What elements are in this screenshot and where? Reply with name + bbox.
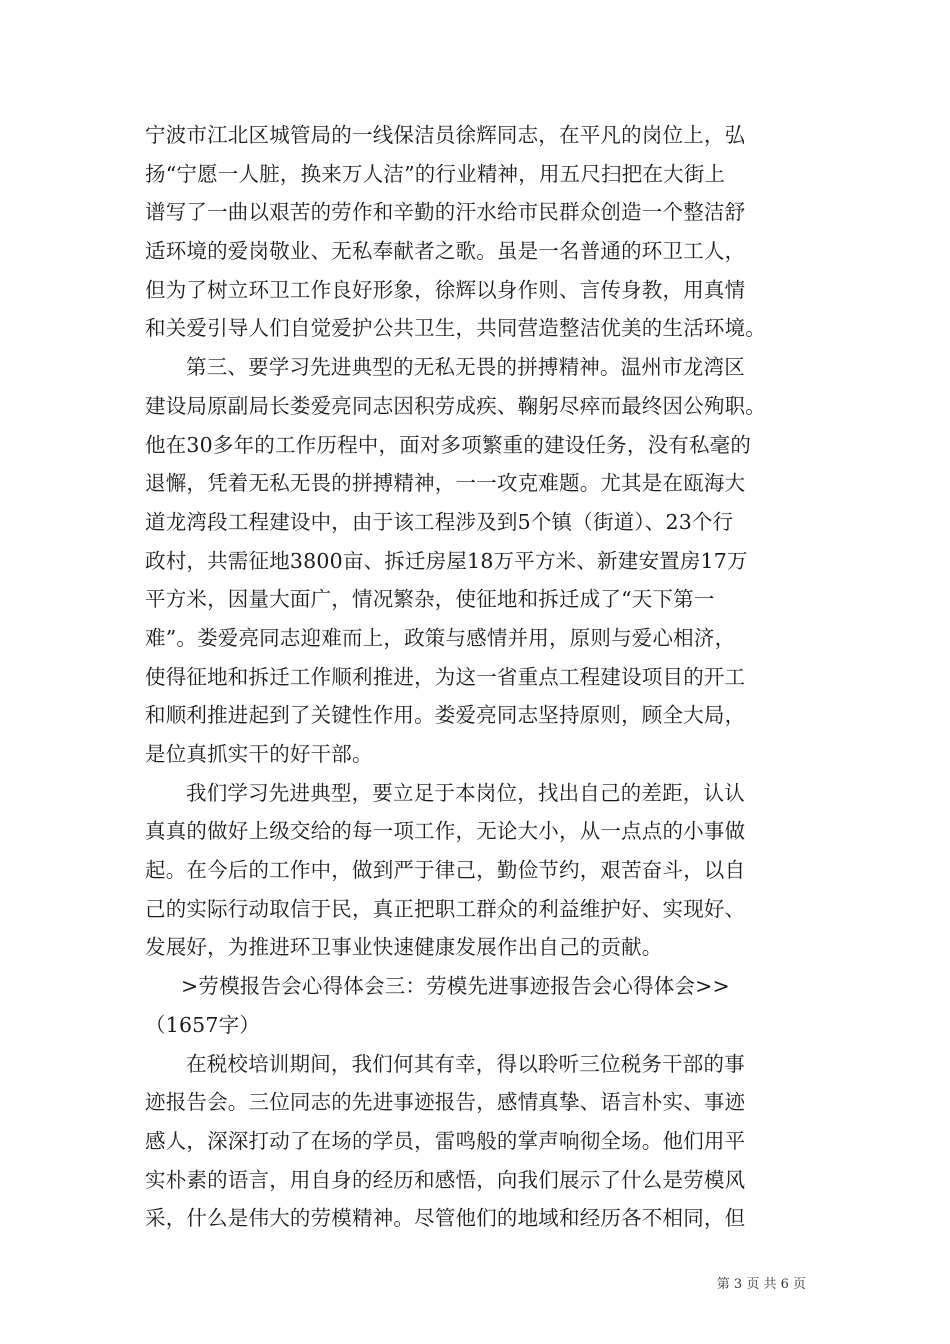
text-line: 实朴素的语言，用自身的经历和感悟，向我们展示了什么是劳模风 [145, 1167, 746, 1192]
text-line: 扬“宁愿一人脏，换来万人洁”的行业精神，用五尺扫把在大街上 [145, 161, 726, 186]
text-line: 感人，深深打动了在场的学员，雷鸣般的掌声响彻全场。他们用平 [145, 1128, 746, 1153]
text-line: 道龙湾段工程建设中，由于该工程涉及到5个镇（街道）、23个行 [145, 509, 734, 534]
text-line: 难”。娄爱亮同志迎难而上，政策与感情并用，原则与爱心相济， [145, 625, 736, 650]
text-line: 但为了树立环卫工作良好形象，徐辉以身作则、言传身教，用真情 [145, 277, 746, 302]
text-line: 采，什么是伟大的劳模精神。尽管他们的地域和经历各不相同，但 [145, 1206, 746, 1231]
text-line: 宁波市江北区城管局的一线保洁员徐辉同志，在平凡的岗位上，弘 [145, 123, 746, 147]
text-line: 发展好，为推进环卫事业快速健康发展作出自己的贡献。 [145, 935, 663, 960]
paragraph-start-line: 第三、要学习先进典型的无私无畏的拼搏精神。温州市龙湾区 [186, 355, 745, 380]
text-line: 退懈，凭着无私无畏的拼搏精神，一一攻克难题。尤其是在瓯海大 [145, 471, 746, 496]
text-line: 起。在今后的工作中，做到严于律己，勤俭节约，艰苦奋斗，以自 [145, 858, 746, 883]
text-line: 和顺利推进起到了关键性作用。娄爱亮同志坚持原则，顾全大局， [145, 703, 746, 728]
page-number-footer: 第 3 页 共 6 页 [716, 1277, 806, 1292]
text-line: 政村，共需征地3800亩、拆迁房屋18万平方米、新建安置房17万 [145, 548, 748, 573]
text-line: 他在30多年的工作历程中，面对多项繁重的建设任务，没有私毫的 [145, 432, 752, 457]
text-line: 迹报告会。三位同志的先进事迹报告，感情真挚、语言朴实、事迹 [145, 1090, 746, 1115]
document-body [145, 116, 825, 1238]
text-line: 真真的做好上级交给的每一项工作，无论大小，从一点点的小事做 [145, 819, 746, 844]
paragraph-start-line: 在税校培训期间，我们何其有幸，得以聆听三位税务干部的事 [186, 1051, 745, 1076]
section-heading: >劳模报告会心得体会三：劳模先进事迹报告会心得体会>> [181, 974, 730, 999]
paragraph-start-line: 我们学习先进典型，要立足于本岗位，找出自己的差距，认认 [186, 780, 745, 805]
text-line: 建设局原副局长娄爱亮同志因积劳成疾、鞠躬尽瘁而最终因公殉职。 [145, 393, 766, 418]
text-line: 己的实际行动取信于民，真正把职工群众的利益维护好、实现好、 [145, 896, 746, 921]
text-line: 适环境的爱岗敬业、无私奉献者之歌。虽是一名普通的环卫工人， [145, 239, 746, 264]
text-line: 是位真抓实干的好干部。 [145, 742, 373, 766]
text-line: 使得征地和拆迁工作顺利推进，为这一省重点工程建设项目的开工 [145, 664, 746, 689]
text-line: 和关爱引导人们自觉爱护公共卫生，共同营造整洁优美的生活环境。 [145, 316, 766, 341]
text-line: 谱写了一曲以艰苦的劳作和辛勤的汗水给市民群众创造一个整洁舒 [145, 200, 746, 225]
text-line: 平方米，因量大面广，情况繁杂，使征地和拆迁成了“天下第一 [145, 587, 715, 612]
word-count: （1657字） [145, 1012, 261, 1037]
